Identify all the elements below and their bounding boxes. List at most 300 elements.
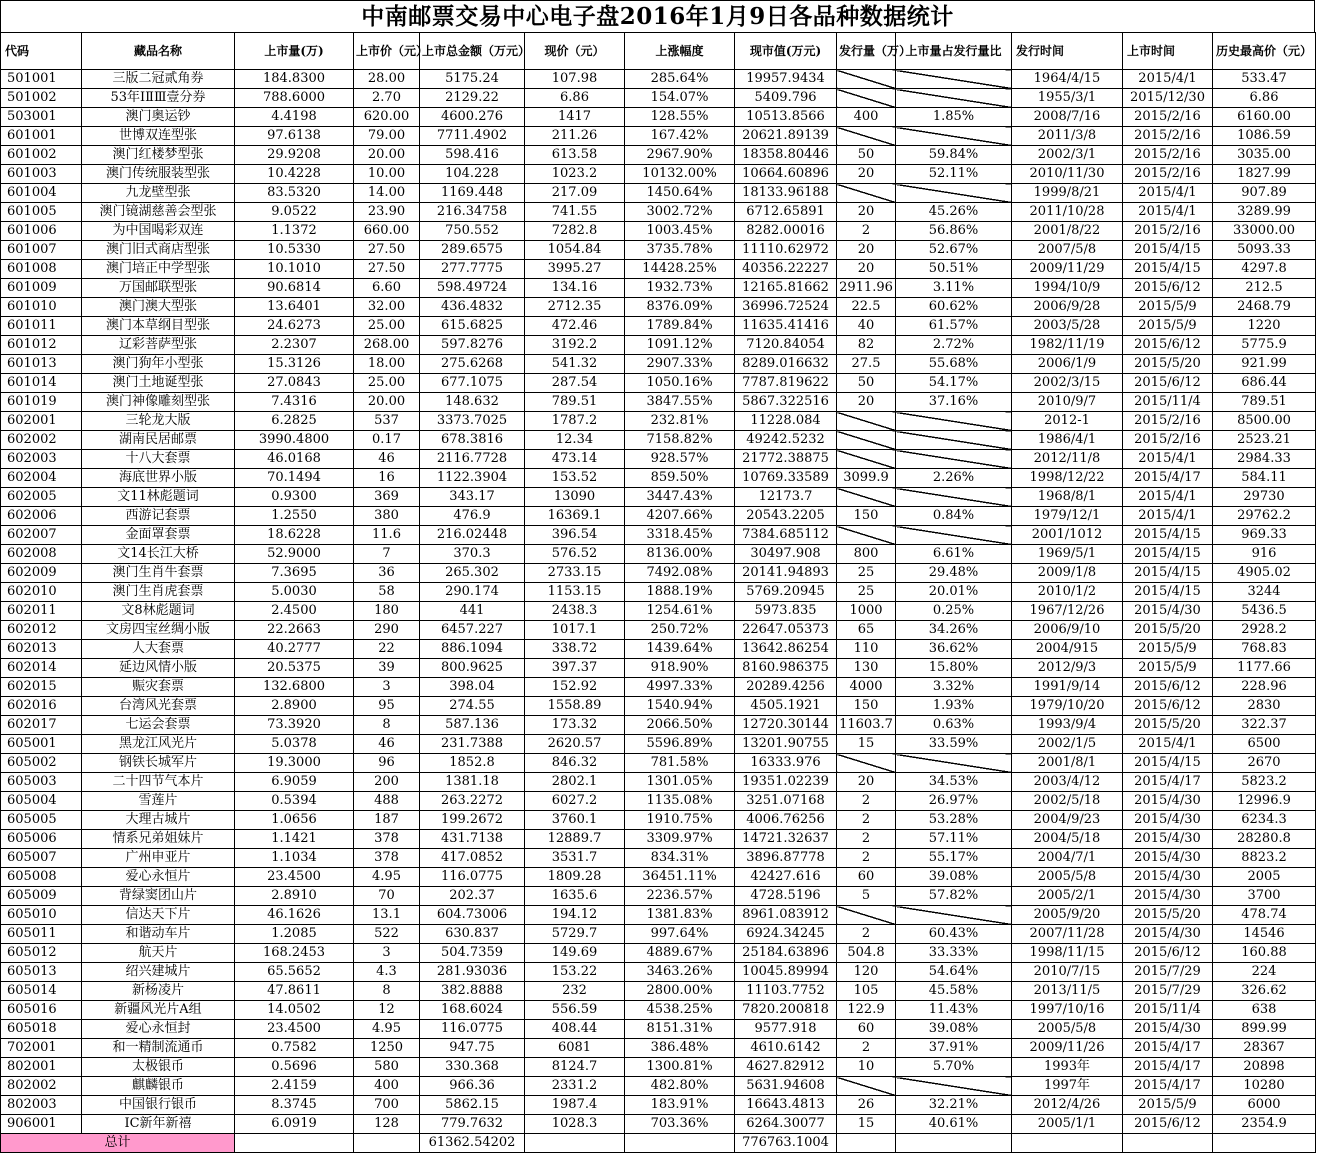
cell-market-value: 25184.63896 (735, 944, 837, 963)
table-row (1, 906, 1316, 925)
table-row (1, 1058, 1316, 1077)
cell-listing-date: 2015/4/15 (1123, 564, 1213, 583)
cell-current-price: 397.37 (525, 659, 625, 678)
cell-name: 信达天下片 (82, 906, 235, 925)
diagonal-empty-cell (896, 127, 1012, 146)
cell-history-high: 29762.2 (1213, 507, 1316, 526)
cell-history-high: 5775.9 (1213, 336, 1316, 355)
table-row (1, 754, 1316, 773)
cell-total-amount: 216.34758 (420, 203, 525, 222)
cell-listing-price: 4.95 (354, 868, 420, 887)
table-row (1, 792, 1316, 811)
cell-listed-ratio: 57.82% (896, 887, 1012, 906)
cell-market-value: 3896.87778 (735, 849, 837, 868)
cell-market-value: 7384.685112 (735, 526, 837, 545)
cell-name: 和一精制流通币 (82, 1039, 235, 1058)
cell-market-value: 18133.96188 (735, 184, 837, 203)
page-title: 中南邮票交易中心电子盘2016年1月9日各品种数据统计 (0, 0, 1315, 32)
cell-listing-date: 2015/4/30 (1123, 868, 1213, 887)
cell-issue-date: 1993年 (1012, 1058, 1123, 1077)
cell-issue-qty: 15 (837, 1115, 896, 1134)
table-row (1, 127, 1316, 146)
cell-increase: 1910.75% (625, 811, 735, 830)
cell-listed-qty: 46.1626 (235, 906, 354, 925)
header-code: 代码 (1, 33, 82, 70)
cell-listed-qty: 73.3920 (235, 716, 354, 735)
cell-total-amount: 2116.7728 (420, 450, 525, 469)
cell-listing-price: 380 (354, 507, 420, 526)
cell-listing-price: 11.6 (354, 526, 420, 545)
cell-name: 航天片 (82, 944, 235, 963)
cell-total-amount: 1169.448 (420, 184, 525, 203)
cell-total-amount: 1852.8 (420, 754, 525, 773)
table-row (1, 393, 1316, 412)
cell-listing-date: 2015/6/12 (1123, 697, 1213, 716)
table-row (1, 450, 1316, 469)
cell-listed-qty: 14.0502 (235, 1001, 354, 1020)
cell-code: 601002 (1, 146, 82, 165)
total-cell (896, 1134, 1012, 1153)
cell-listing-date: 2015/4/30 (1123, 849, 1213, 868)
cell-increase: 183.91% (625, 1096, 735, 1115)
cell-listed-ratio: 37.16% (896, 393, 1012, 412)
cell-issue-qty: 40 (837, 317, 896, 336)
cell-market-value: 4728.5196 (735, 887, 837, 906)
cell-code: 802002 (1, 1077, 82, 1096)
cell-issue-qty: 120 (837, 963, 896, 982)
cell-increase: 4997.33% (625, 678, 735, 697)
cell-name: 三轮龙大版 (82, 412, 235, 431)
cell-code: 605008 (1, 868, 82, 887)
cell-issue-date: 1969/5/1 (1012, 545, 1123, 564)
cell-listing-date: 2015/4/30 (1123, 1020, 1213, 1039)
table-row (1, 716, 1316, 735)
cell-code: 602013 (1, 640, 82, 659)
cell-current-price: 2620.57 (525, 735, 625, 754)
cell-listed-ratio: 32.21% (896, 1096, 1012, 1115)
cell-current-price: 211.26 (525, 127, 625, 146)
cell-market-value: 11110.62972 (735, 241, 837, 260)
total-amount: 61362.54202 (420, 1134, 525, 1153)
cell-listed-ratio: 1.93% (896, 697, 1012, 716)
cell-market-value: 19351.02239 (735, 773, 837, 792)
cell-current-price: 741.55 (525, 203, 625, 222)
cell-listed-qty: 8.3745 (235, 1096, 354, 1115)
table-row (1, 1001, 1316, 1020)
cell-code: 602008 (1, 545, 82, 564)
cell-listed-ratio: 0.63% (896, 716, 1012, 735)
cell-listing-date: 2015/6/12 (1123, 1115, 1213, 1134)
cell-history-high: 8500.00 (1213, 412, 1316, 431)
cell-listed-ratio: 50.51% (896, 260, 1012, 279)
cell-current-price: 576.52 (525, 545, 625, 564)
cell-current-price: 2438.3 (525, 602, 625, 621)
cell-issue-date: 2005/2/1 (1012, 887, 1123, 906)
cell-history-high: 916 (1213, 545, 1316, 564)
table-row (1, 545, 1316, 564)
cell-name: 万国邮联型张 (82, 279, 235, 298)
cell-listing-price: 378 (354, 849, 420, 868)
cell-listing-date: 2015/4/1 (1123, 507, 1213, 526)
cell-listing-date: 2015/4/17 (1123, 1039, 1213, 1058)
cell-code: 605012 (1, 944, 82, 963)
cell-issue-date: 2004/7/1 (1012, 849, 1123, 868)
cell-increase: 2800.00% (625, 982, 735, 1001)
cell-listing-date: 2015/11/4 (1123, 1001, 1213, 1020)
cell-listing-date: 2015/4/30 (1123, 887, 1213, 906)
cell-name: 绍兴建城片 (82, 963, 235, 982)
cell-name: 为中国喝彩双连 (82, 222, 235, 241)
cell-increase: 3463.26% (625, 963, 735, 982)
cell-listed-qty: 97.6138 (235, 127, 354, 146)
cell-issue-date: 2009/11/29 (1012, 260, 1123, 279)
cell-issue-date: 2003/4/12 (1012, 773, 1123, 792)
cell-listing-price: 7 (354, 545, 420, 564)
cell-total-amount: 265.302 (420, 564, 525, 583)
header-listed-ratio: 上市量占发行量比 (896, 33, 1012, 70)
cell-code: 601014 (1, 374, 82, 393)
cell-listing-price: 8 (354, 716, 420, 735)
cell-listing-date: 2015/5/20 (1123, 906, 1213, 925)
cell-listing-price: 20.00 (354, 393, 420, 412)
cell-issue-qty: 800 (837, 545, 896, 564)
cell-increase: 918.90% (625, 659, 735, 678)
cell-issue-qty: 50 (837, 146, 896, 165)
cell-listed-ratio: 11.43% (896, 1001, 1012, 1020)
cell-code: 906001 (1, 1115, 82, 1134)
cell-total-amount: 330.368 (420, 1058, 525, 1077)
cell-history-high: 686.44 (1213, 374, 1316, 393)
cell-market-value: 20289.4256 (735, 678, 837, 697)
cell-listed-qty: 0.5696 (235, 1058, 354, 1077)
cell-name: 澳门传统服装型张 (82, 165, 235, 184)
cell-listing-date: 2015/5/9 (1123, 659, 1213, 678)
cell-issue-qty: 20 (837, 165, 896, 184)
header-issue-qty: 发行量（万） (837, 33, 896, 70)
cell-listing-price: 16 (354, 469, 420, 488)
cell-history-high: 6000 (1213, 1096, 1316, 1115)
cell-listing-date: 2015/11/4 (1123, 393, 1213, 412)
cell-market-value: 12720.30144 (735, 716, 837, 735)
cell-increase: 2066.50% (625, 716, 735, 735)
total-cell (1123, 1134, 1213, 1153)
cell-market-value: 42427.616 (735, 868, 837, 887)
cell-name: 西游记套票 (82, 507, 235, 526)
cell-listing-price: 12 (354, 1001, 420, 1020)
cell-listed-qty: 184.8300 (235, 70, 354, 89)
cell-name: 大理古城片 (82, 811, 235, 830)
cell-history-high: 6160.00 (1213, 108, 1316, 127)
table-row (1, 583, 1316, 602)
cell-issue-date: 2008/7/16 (1012, 108, 1123, 127)
table-row (1, 963, 1316, 982)
cell-increase: 1439.64% (625, 640, 735, 659)
table-row (1, 469, 1316, 488)
cell-listing-date: 2015/4/1 (1123, 450, 1213, 469)
cell-name: 澳门旧式商店型张 (82, 241, 235, 260)
cell-code: 802001 (1, 1058, 82, 1077)
table-row (1, 982, 1316, 1001)
cell-name: 金面罩套票 (82, 526, 235, 545)
table-row (1, 773, 1316, 792)
cell-code: 605016 (1, 1001, 82, 1020)
table-row (1, 298, 1316, 317)
cell-issue-date: 2001/8/1 (1012, 754, 1123, 773)
cell-listed-qty: 23.4500 (235, 868, 354, 887)
cell-listing-price: 70 (354, 887, 420, 906)
cell-listing-date: 2015/2/16 (1123, 431, 1213, 450)
cell-current-price: 6.86 (525, 89, 625, 108)
cell-current-price: 1023.2 (525, 165, 625, 184)
cell-code: 605006 (1, 830, 82, 849)
cell-code: 602012 (1, 621, 82, 640)
cell-listed-ratio: 39.08% (896, 868, 1012, 887)
cell-history-high: 2468.79 (1213, 298, 1316, 317)
cell-issue-qty: 15 (837, 735, 896, 754)
cell-history-high: 5823.2 (1213, 773, 1316, 792)
cell-market-value: 30497.908 (735, 545, 837, 564)
cell-current-price: 232 (525, 982, 625, 1001)
diagonal-empty-cell (837, 431, 896, 450)
cell-listed-ratio: 1.85% (896, 108, 1012, 127)
cell-history-high: 1220 (1213, 317, 1316, 336)
cell-history-high: 12996.9 (1213, 792, 1316, 811)
table-row (1, 526, 1316, 545)
cell-total-amount: 800.9625 (420, 659, 525, 678)
cell-listed-ratio: 54.17% (896, 374, 1012, 393)
cell-issue-date: 1982/11/19 (1012, 336, 1123, 355)
table-row (1, 507, 1316, 526)
cell-total-amount: 1122.3904 (420, 469, 525, 488)
cell-listing-price: 8 (354, 982, 420, 1001)
cell-code: 602017 (1, 716, 82, 735)
cell-increase: 1888.19% (625, 583, 735, 602)
cell-market-value: 13201.90755 (735, 735, 837, 754)
cell-issue-qty: 4000 (837, 678, 896, 697)
cell-history-high: 2523.21 (1213, 431, 1316, 450)
cell-history-high: 212.5 (1213, 279, 1316, 298)
cell-listing-price: 180 (354, 602, 420, 621)
cell-name: 53年ⅠⅡⅢ壹分券 (82, 89, 235, 108)
cell-code: 602003 (1, 450, 82, 469)
cell-current-price: 613.58 (525, 146, 625, 165)
cell-listed-qty: 65.5652 (235, 963, 354, 982)
cell-total-amount: 277.7775 (420, 260, 525, 279)
cell-market-value: 11103.7752 (735, 982, 837, 1001)
cell-code: 802003 (1, 1096, 82, 1115)
cell-issue-date: 2004/9/23 (1012, 811, 1123, 830)
cell-market-value: 5973.835 (735, 602, 837, 621)
cell-listed-ratio: 52.11% (896, 165, 1012, 184)
cell-listed-qty: 2.8900 (235, 697, 354, 716)
cell-history-high: 6.86 (1213, 89, 1316, 108)
cell-listing-date: 2015/6/12 (1123, 336, 1213, 355)
cell-issue-date: 1967/12/26 (1012, 602, 1123, 621)
cell-listing-date: 2015/2/16 (1123, 146, 1213, 165)
header-history-high: 历史最高价（元） (1213, 33, 1316, 70)
cell-listing-date: 2015/4/15 (1123, 583, 1213, 602)
cell-listed-ratio: 3.11% (896, 279, 1012, 298)
cell-increase: 8151.31% (625, 1020, 735, 1039)
cell-listing-price: 96 (354, 754, 420, 773)
cell-history-high: 2670 (1213, 754, 1316, 773)
cell-code: 602009 (1, 564, 82, 583)
cell-history-high: 2984.33 (1213, 450, 1316, 469)
cell-current-price: 556.59 (525, 1001, 625, 1020)
cell-market-value: 20543.2205 (735, 507, 837, 526)
cell-name: 人大套票 (82, 640, 235, 659)
cell-issue-date: 2005/5/8 (1012, 1020, 1123, 1039)
cell-listed-ratio: 37.91% (896, 1039, 1012, 1058)
table-row (1, 146, 1316, 165)
cell-name: 新杨凌片 (82, 982, 235, 1001)
cell-issue-date: 2010/7/15 (1012, 963, 1123, 982)
cell-increase: 781.58% (625, 754, 735, 773)
cell-current-price: 1809.28 (525, 868, 625, 887)
cell-listing-date: 2015/4/30 (1123, 602, 1213, 621)
cell-code: 602007 (1, 526, 82, 545)
cell-listing-price: 268.00 (354, 336, 420, 355)
cell-listing-price: 32.00 (354, 298, 420, 317)
cell-code: 605009 (1, 887, 82, 906)
cell-increase: 154.07% (625, 89, 735, 108)
cell-issue-qty: 2 (837, 925, 896, 944)
cell-listing-price: 187 (354, 811, 420, 830)
diagonal-empty-cell (896, 450, 1012, 469)
cell-listed-qty: 2.4500 (235, 602, 354, 621)
cell-listing-price: 378 (354, 830, 420, 849)
cell-listed-ratio: 2.72% (896, 336, 1012, 355)
cell-name: 澳门生肖牛套票 (82, 564, 235, 583)
cell-listed-ratio: 45.26% (896, 203, 1012, 222)
cell-name: 广州申亚片 (82, 849, 235, 868)
cell-listing-price: 27.50 (354, 241, 420, 260)
cell-history-high: 3035.00 (1213, 146, 1316, 165)
cell-listed-qty: 19.3000 (235, 754, 354, 773)
cell-current-price: 472.46 (525, 317, 625, 336)
diagonal-empty-cell (896, 70, 1012, 89)
cell-current-price: 1987.4 (525, 1096, 625, 1115)
cell-current-price: 8124.7 (525, 1058, 625, 1077)
cell-issue-date: 2002/5/18 (1012, 792, 1123, 811)
cell-listing-date: 2015/5/9 (1123, 317, 1213, 336)
cell-listed-qty: 2.8910 (235, 887, 354, 906)
cell-increase: 232.81% (625, 412, 735, 431)
cell-listing-date: 2015/6/12 (1123, 374, 1213, 393)
cell-code: 602011 (1, 602, 82, 621)
cell-issue-date: 2009/1/8 (1012, 564, 1123, 583)
cell-listing-price: 488 (354, 792, 420, 811)
cell-issue-date: 2007/11/28 (1012, 925, 1123, 944)
diagonal-empty-cell (896, 754, 1012, 773)
cell-name: 新疆风光片A组 (82, 1001, 235, 1020)
cell-history-high: 584.11 (1213, 469, 1316, 488)
cell-increase: 2967.90% (625, 146, 735, 165)
table-row (1, 336, 1316, 355)
cell-total-amount: 678.3816 (420, 431, 525, 450)
diagonal-empty-cell (896, 1077, 1012, 1096)
cell-market-value: 49242.5232 (735, 431, 837, 450)
cell-listing-date: 2015/4/30 (1123, 792, 1213, 811)
total-cell (625, 1134, 735, 1153)
cell-history-high: 228.96 (1213, 678, 1316, 697)
cell-total-amount: 281.93036 (420, 963, 525, 982)
cell-listing-price: 537 (354, 412, 420, 431)
cell-increase: 834.31% (625, 849, 735, 868)
cell-market-value: 14721.32637 (735, 830, 837, 849)
cell-issue-qty: 110 (837, 640, 896, 659)
table-row (1, 564, 1316, 583)
cell-increase: 8136.00% (625, 545, 735, 564)
cell-total-amount: 382.8888 (420, 982, 525, 1001)
cell-code: 601007 (1, 241, 82, 260)
cell-current-price: 6081 (525, 1039, 625, 1058)
cell-code: 503001 (1, 108, 82, 127)
header-listed-qty: 上市量(万) (235, 33, 354, 70)
cell-history-high: 5093.33 (1213, 241, 1316, 260)
total-cell (1012, 1134, 1123, 1153)
table-row (1, 868, 1316, 887)
table-row (1, 640, 1316, 659)
cell-current-price: 173.32 (525, 716, 625, 735)
cell-increase: 859.50% (625, 469, 735, 488)
cell-total-amount: 231.7388 (420, 735, 525, 754)
cell-market-value: 12165.81662 (735, 279, 837, 298)
cell-name: 延边风情小版 (82, 659, 235, 678)
cell-listing-price: 3 (354, 678, 420, 697)
cell-total-amount: 441 (420, 602, 525, 621)
cell-code: 602002 (1, 431, 82, 450)
cell-listed-qty: 2.2307 (235, 336, 354, 355)
header-listing-price: 上市价（元） (354, 33, 420, 70)
table-row (1, 260, 1316, 279)
cell-listed-qty: 83.5320 (235, 184, 354, 203)
cell-current-price: 1017.1 (525, 621, 625, 640)
cell-name: 台湾风光套票 (82, 697, 235, 716)
cell-history-high: 10280 (1213, 1077, 1316, 1096)
total-cell (354, 1134, 420, 1153)
cell-code: 702001 (1, 1039, 82, 1058)
cell-market-value: 6264.30077 (735, 1115, 837, 1134)
cell-total-amount: 398.04 (420, 678, 525, 697)
cell-issue-date: 2011/3/8 (1012, 127, 1123, 146)
cell-increase: 482.80% (625, 1077, 735, 1096)
cell-total-amount: 290.174 (420, 583, 525, 602)
cell-current-price: 1417 (525, 108, 625, 127)
cell-code: 601011 (1, 317, 82, 336)
cell-issue-qty: 26 (837, 1096, 896, 1115)
cell-listing-price: 4.3 (354, 963, 420, 982)
diagonal-empty-cell (896, 412, 1012, 431)
cell-name: 澳门澳大型张 (82, 298, 235, 317)
cell-current-price: 152.92 (525, 678, 625, 697)
header-market-value: 现市值(万元) (735, 33, 837, 70)
cell-listed-qty: 52.9000 (235, 545, 354, 564)
cell-listed-qty: 0.5394 (235, 792, 354, 811)
cell-issue-date: 1993/9/4 (1012, 716, 1123, 735)
cell-listed-qty: 0.7582 (235, 1039, 354, 1058)
diagonal-empty-cell (896, 184, 1012, 203)
diagonal-empty-cell (837, 412, 896, 431)
cell-issue-qty: 65 (837, 621, 896, 640)
cell-listing-price: 18.00 (354, 355, 420, 374)
cell-name: 文8林彪题词 (82, 602, 235, 621)
cell-increase: 1301.05% (625, 773, 735, 792)
cell-current-price: 107.98 (525, 70, 625, 89)
cell-total-amount: 116.0775 (420, 868, 525, 887)
cell-issue-qty: 504.8 (837, 944, 896, 963)
cell-increase: 8376.09% (625, 298, 735, 317)
